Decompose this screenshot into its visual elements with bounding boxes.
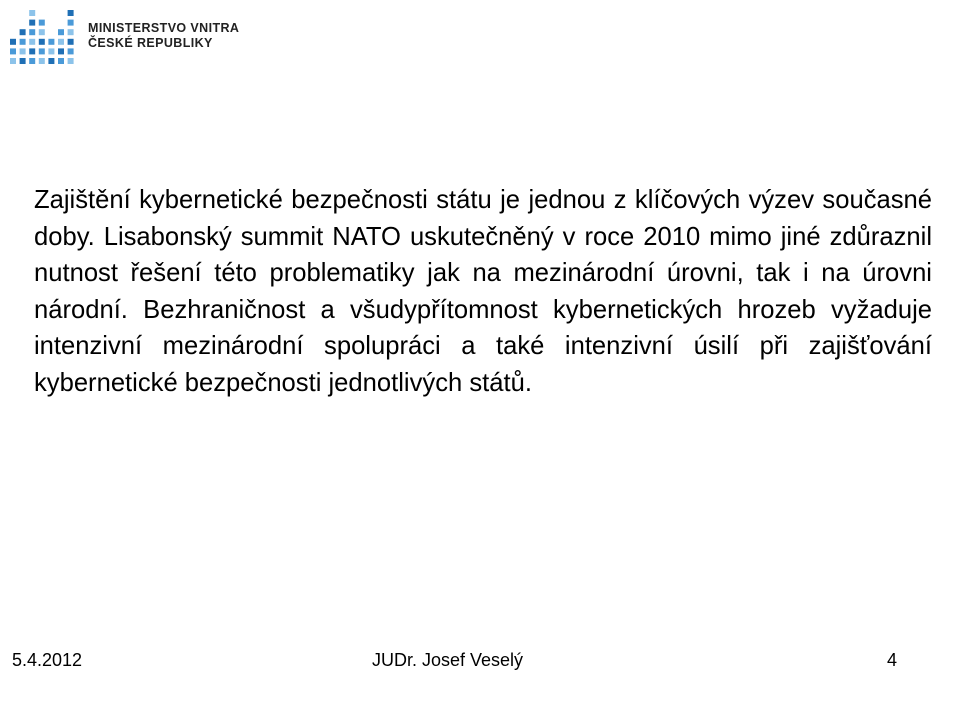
logo-dot xyxy=(39,20,45,26)
logo-dot xyxy=(20,58,26,64)
logo-dot xyxy=(68,10,74,16)
logo-dot xyxy=(68,29,74,35)
logo-line-1: MINISTERSTVO VNITRA xyxy=(88,21,240,35)
logo-dot xyxy=(48,58,54,64)
logo-dot xyxy=(10,58,16,64)
logo-dot xyxy=(58,39,64,45)
logo-dot xyxy=(68,20,74,26)
logo-dot xyxy=(58,48,64,54)
logo-dot xyxy=(29,39,35,45)
logo-dot xyxy=(10,48,16,54)
slide-body-paragraph: Zajištění kybernetické bezpečnosti státu je jednou z klíčových výzev současné doby. Lisabonský summit NATO uskutečněný v roce 2010 mimo jiné zdůraznil nutnost řešení této problematiky jak na mezinárodní úrovni, tak i na úrovni národní. Bezhraničnost a všudypřítomnost kybernetických hrozeb vyžaduje intenzivní mezinárodní spolupráci a také intenzivní úsilí při zajišťování kybernetické bezpečnosti jednotlivých států. xyxy=(34,186,932,397)
logo-dot xyxy=(68,58,74,64)
logo-dot xyxy=(58,58,64,64)
logo-dot xyxy=(20,39,26,45)
logo-dot xyxy=(29,10,35,16)
footer-author: JUDr. Josef Veselý xyxy=(372,650,524,670)
logo-dot xyxy=(29,48,35,54)
logo-dot xyxy=(68,39,74,45)
logo-dot xyxy=(29,20,35,26)
logo-dot xyxy=(39,29,45,35)
ministry-logo xyxy=(8,8,238,68)
logo-dot xyxy=(29,29,35,35)
logo-dot xyxy=(20,48,26,54)
footer-date: 5.4.2012 xyxy=(12,650,83,670)
logo-dot xyxy=(39,48,45,54)
logo-dot xyxy=(68,48,74,54)
ministry-dot-grid-logo-icon xyxy=(8,8,80,66)
logo-dot xyxy=(20,29,26,35)
logo-dot xyxy=(29,58,35,64)
logo-dot xyxy=(48,39,54,45)
logo-dot xyxy=(48,48,54,54)
logo-dot xyxy=(39,39,45,45)
footer-page-number: 4 xyxy=(887,650,898,670)
logo-dot xyxy=(58,29,64,35)
logo-wordmark xyxy=(88,21,239,51)
logo-dot xyxy=(10,39,16,45)
logo-line-2: ČESKÉ REPUBLIKY xyxy=(88,36,213,50)
logo-dot xyxy=(39,58,45,64)
